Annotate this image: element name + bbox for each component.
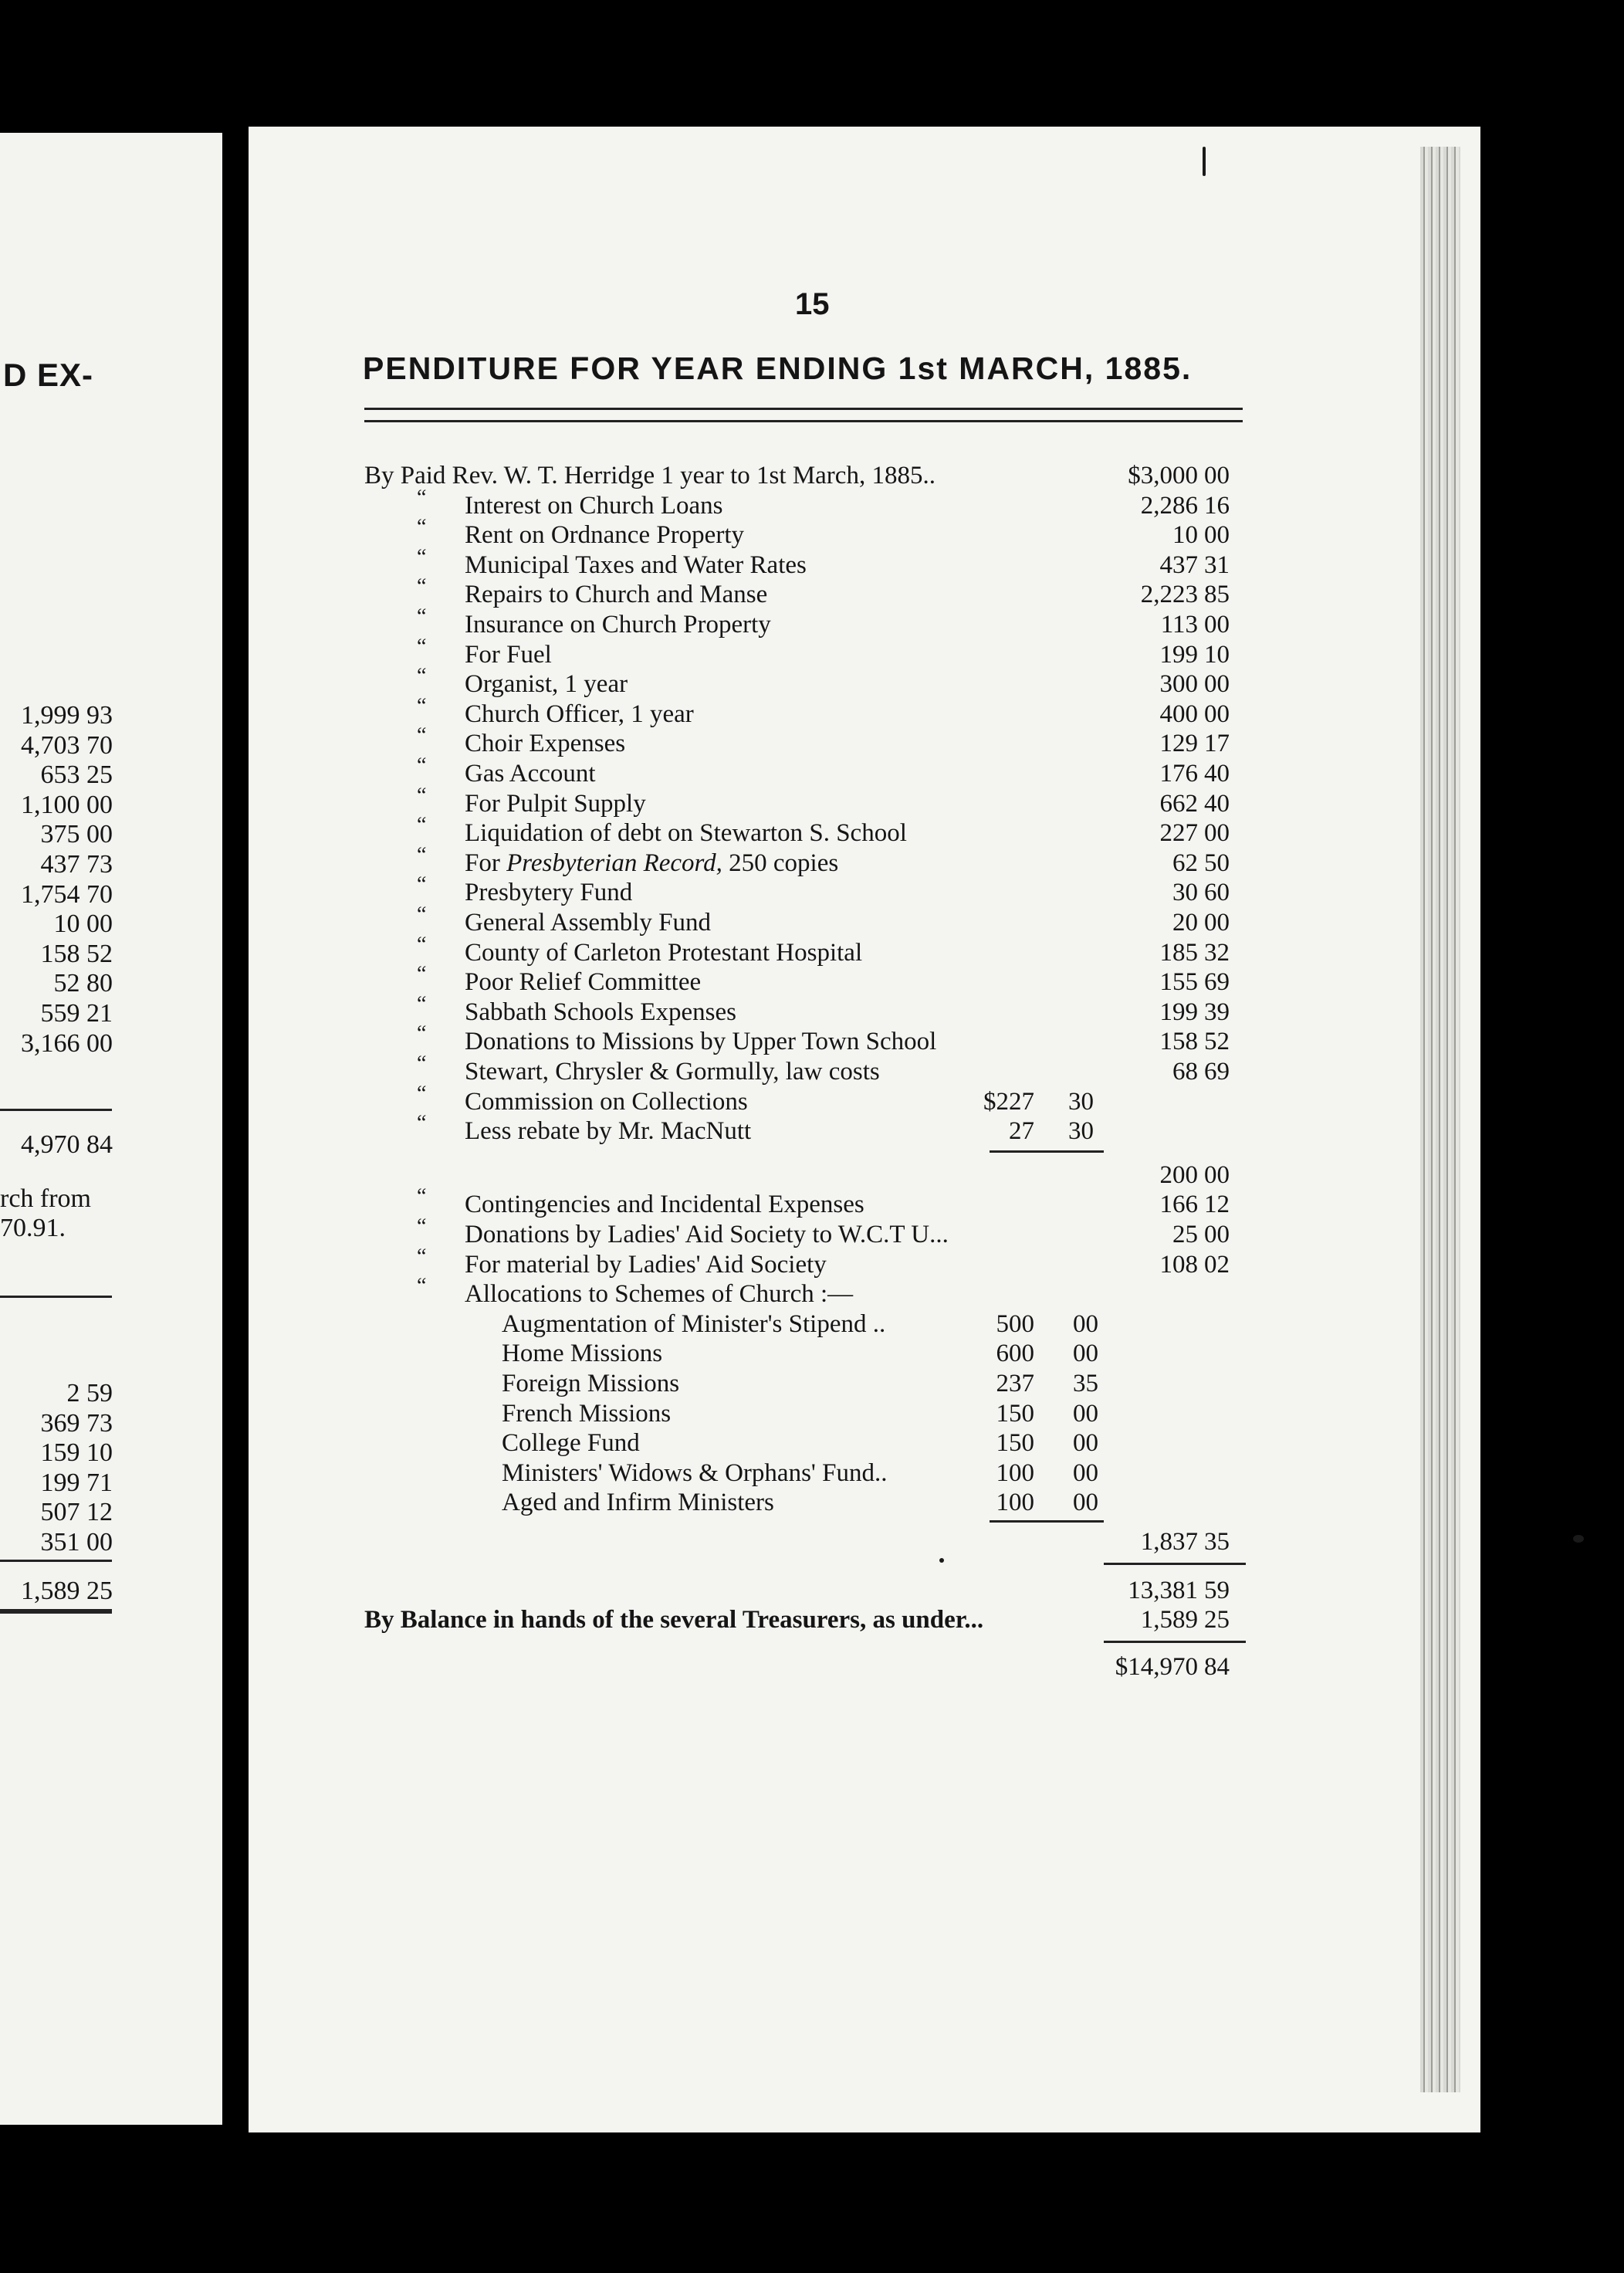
amount-dollars: 155 xyxy=(1159,968,1198,997)
ditto-mark: “ xyxy=(417,1274,427,1299)
left-page-amount: 1,999 93 xyxy=(21,701,113,730)
ledger-row xyxy=(364,991,1244,1028)
row-label-italic: Presbyterian Record, xyxy=(506,849,722,877)
left-page-amount: 158 52 xyxy=(40,939,113,968)
row-label: Contingencies and Incidental Expenses xyxy=(465,1191,864,1219)
row-label: Commission on Collections xyxy=(465,1087,748,1116)
left-page-amount: 351 00 xyxy=(40,1528,113,1557)
row-label: Insurance on Church Property xyxy=(465,611,771,639)
amount-dollars: 129 xyxy=(1159,730,1198,758)
amount-dollars: 68 xyxy=(1172,1058,1198,1086)
row-label: By Balance in hands of the several Treasurers, as under... xyxy=(364,1606,984,1634)
row-label: Presbytery Fund xyxy=(465,879,633,907)
amount-dollars: 600 xyxy=(996,1340,1034,1368)
ditto-mark: “ xyxy=(417,1214,427,1238)
amount-cents: 00 xyxy=(1204,670,1230,699)
amount-dollars: 227 xyxy=(1159,819,1198,848)
amount-cents: 25 xyxy=(1204,1606,1230,1634)
row-label: Choir Expenses xyxy=(465,730,626,758)
amount-cents: 69 xyxy=(1204,968,1230,997)
scan-speck xyxy=(1573,1535,1584,1543)
allocation-row xyxy=(364,1458,1244,1489)
amount-cents: 31 xyxy=(1204,550,1230,579)
ditto-mark: “ xyxy=(417,991,427,1016)
page-edges xyxy=(1420,147,1460,2092)
total-rule xyxy=(1104,1641,1246,1643)
row-label: Stewart, Chrysler & Gormully, law costs xyxy=(465,1058,880,1086)
ledger-row xyxy=(364,485,1244,521)
amount-dollars: 185 xyxy=(1159,938,1198,967)
amount-cents: 00 xyxy=(1073,1458,1098,1487)
ditto-mark: “ xyxy=(417,634,427,659)
ditto-mark: “ xyxy=(417,1244,427,1269)
amount-dollars: 30 xyxy=(1172,879,1198,907)
ditto-mark: “ xyxy=(417,1081,427,1106)
left-page-total-2: 1,589 25 xyxy=(21,1577,113,1605)
amount-dollars: 108 xyxy=(1159,1250,1198,1279)
left-page-amount: 1,754 70 xyxy=(21,879,113,909)
amount-cents: 40 xyxy=(1204,760,1230,788)
ditto-mark: “ xyxy=(417,783,427,808)
row-label-part: For xyxy=(465,849,507,877)
ledger-row xyxy=(364,872,1244,908)
left-page-amount: 4,703 70 xyxy=(21,730,113,760)
row-label: Municipal Taxes and Water Rates xyxy=(465,550,807,579)
allocations-heading xyxy=(364,1274,1244,1309)
ledger-row xyxy=(364,962,1244,998)
left-page-note-line-2: 70.91. xyxy=(0,1214,66,1242)
ditto-mark: “ xyxy=(417,962,427,987)
ledger-row xyxy=(364,634,1244,670)
amount-dollars: 1,589 xyxy=(1140,1606,1198,1634)
row-label: Rent on Ordnance Property xyxy=(465,521,744,550)
amount-cents: 00 xyxy=(1073,1340,1098,1368)
amount-dollars: 2,223 xyxy=(1140,581,1198,609)
amount-dollars: $3,000 xyxy=(1128,462,1198,489)
ditto-mark: “ xyxy=(417,1052,427,1076)
ledger-row xyxy=(364,754,1244,789)
amount-dollars: 166 xyxy=(1159,1191,1198,1219)
amount-cents: 00 xyxy=(1204,909,1230,937)
amount-cents: 30 xyxy=(1068,1117,1094,1146)
ledger-row xyxy=(364,664,1244,700)
ledger-row xyxy=(364,723,1244,759)
row-label: Organist, 1 year xyxy=(465,670,628,699)
left-page-amount: 437 73 xyxy=(40,850,113,879)
title-rule-top xyxy=(364,408,1243,410)
left-page-amount: 369 73 xyxy=(40,1408,113,1438)
commission-net-row xyxy=(364,1160,1244,1191)
left-page-note-line-1: rch from xyxy=(0,1184,92,1213)
amount-cents: 00 xyxy=(1204,1160,1230,1189)
amount-cents: 00 xyxy=(1073,1309,1098,1338)
allocation-row xyxy=(364,1487,1244,1518)
amount-dollars: 437 xyxy=(1159,550,1198,579)
amount-cents: 50 xyxy=(1204,849,1230,877)
row-label: Sabbath Schools Expenses xyxy=(465,998,736,1026)
row-label: Poor Relief Committee xyxy=(465,968,702,997)
amount-cents: 59 xyxy=(1204,1576,1230,1604)
row-label: Home Missions xyxy=(502,1340,663,1368)
ledger-row xyxy=(364,903,1244,938)
sub-rule xyxy=(990,1520,1104,1523)
left-page-amount: 199 71 xyxy=(40,1468,113,1497)
ditto-mark: “ xyxy=(417,1111,427,1136)
ditto-mark: “ xyxy=(417,872,427,897)
allocations-total-row xyxy=(364,1526,1244,1557)
ditto-mark: “ xyxy=(417,903,427,926)
total-rule xyxy=(1104,1563,1246,1565)
row-label: Interest on Church Loans xyxy=(465,491,723,520)
ditto-mark: “ xyxy=(417,574,427,599)
row-label: Less rebate by Mr. MacNutt xyxy=(465,1117,752,1146)
amount-cents: 69 xyxy=(1204,1058,1230,1086)
left-page-rule-2 xyxy=(0,1296,112,1298)
row-label: General Assembly Fund xyxy=(465,909,711,937)
grand-total-row xyxy=(364,1651,1244,1682)
amount-dollars: 113 xyxy=(1160,611,1198,639)
scan-speck xyxy=(1203,147,1206,176)
left-page-total: 4,970 84 xyxy=(21,1130,113,1159)
left-page-amount: 1,100 00 xyxy=(21,790,113,819)
row-label: For material by Ladies' Aid Society xyxy=(465,1250,827,1279)
allocation-row xyxy=(364,1398,1244,1429)
ditto-mark: “ xyxy=(417,813,427,838)
amount-dollars: 158 xyxy=(1159,1028,1198,1056)
row-label: Gas Account xyxy=(465,760,596,788)
row-label: County of Carleton Protestant Hospital xyxy=(465,938,863,967)
amount-dollars: 400 xyxy=(1159,700,1198,728)
left-page-amount: 653 25 xyxy=(40,760,113,790)
amount-cents: 30 xyxy=(1068,1087,1094,1116)
amount-cents: 00 xyxy=(1204,462,1230,489)
ledger-row xyxy=(364,1244,1244,1280)
row-label: French Missions xyxy=(502,1399,672,1428)
row-label: College Fund xyxy=(502,1429,640,1458)
amount-dollars: 237 xyxy=(996,1370,1034,1397)
ditto-mark: “ xyxy=(417,1184,427,1209)
ledger-row xyxy=(364,813,1244,849)
ledger-row xyxy=(364,693,1244,730)
amount-dollars: 200 xyxy=(1159,1160,1198,1189)
allocation-row xyxy=(364,1309,1244,1340)
row-label: Allocations to Schemes of Church :— xyxy=(465,1280,854,1309)
amount-dollars: 662 xyxy=(1159,789,1198,818)
amount-cents: 00 xyxy=(1204,700,1230,728)
left-page-heading: D EX- xyxy=(3,357,94,393)
ditto-mark: “ xyxy=(417,605,427,628)
amount-dollars: 1,837 xyxy=(1140,1528,1198,1556)
ledger-row xyxy=(364,1021,1244,1057)
row-label: Church Officer, 1 year xyxy=(465,700,694,728)
row-label: Repairs to Church and Manse xyxy=(465,581,768,609)
amount-cents: 84 xyxy=(1204,1652,1230,1681)
subtotal-row xyxy=(364,1575,1244,1606)
amount-cents: 02 xyxy=(1204,1250,1230,1279)
commission-row xyxy=(364,1081,1244,1117)
ledger-row xyxy=(364,1184,1244,1220)
amount-cents: 60 xyxy=(1204,879,1230,907)
amount-dollars: 25 xyxy=(1172,1221,1198,1248)
rebate-row xyxy=(364,1111,1244,1147)
amount-cents: 35 xyxy=(1204,1528,1230,1556)
left-page-amount: 559 21 xyxy=(40,999,113,1028)
page-number: 15 xyxy=(795,287,830,321)
amount-dollars: 20 xyxy=(1172,909,1198,937)
amount-cents: 35 xyxy=(1073,1370,1098,1397)
row-label: Foreign Missions xyxy=(502,1370,680,1397)
left-page-rule xyxy=(0,1109,112,1111)
ledger-row xyxy=(364,574,1244,610)
ledger-row xyxy=(364,515,1244,550)
amount-cents: 00 xyxy=(1073,1399,1098,1428)
amount-dollars: 100 xyxy=(996,1458,1034,1487)
ledger-row xyxy=(364,460,1244,491)
amount-dollars: 176 xyxy=(1159,760,1198,788)
amount-cents: 00 xyxy=(1204,521,1230,550)
amount-cents: 40 xyxy=(1204,789,1230,818)
amount-dollars: 62 xyxy=(1172,849,1198,877)
amount-cents: 00 xyxy=(1204,611,1230,639)
scan-speck xyxy=(939,1558,944,1563)
row-label: Liquidation of debt on Stewarton S. School xyxy=(465,819,907,848)
row-label: By Paid Rev. W. T. Herridge 1 year to 1st March, 1885.. xyxy=(364,462,935,489)
left-page-rule-3 xyxy=(0,1560,112,1562)
amount-cents: 52 xyxy=(1204,1028,1230,1056)
amount-dollars: 150 xyxy=(996,1399,1034,1428)
left-page-amount: 3,166 00 xyxy=(21,1028,113,1058)
amount-dollars: $227 xyxy=(983,1087,1034,1116)
amount-cents: 17 xyxy=(1204,730,1230,758)
ledger-row xyxy=(364,544,1244,581)
amount-cents: 12 xyxy=(1204,1191,1230,1219)
amount-cents: 85 xyxy=(1204,581,1230,609)
amount-dollars: 13,381 xyxy=(1128,1576,1198,1604)
amount-cents: 00 xyxy=(1204,1221,1230,1248)
amount-dollars: 199 xyxy=(1159,640,1198,669)
ditto-mark: “ xyxy=(417,693,427,718)
amount-cents: 00 xyxy=(1073,1429,1098,1458)
row-label xyxy=(465,848,838,879)
page-title: PENDITURE FOR YEAR ENDING 1st MARCH, 1885. xyxy=(363,351,1193,386)
amount-dollars: 100 xyxy=(996,1489,1034,1517)
amount-cents: 00 xyxy=(1073,1489,1098,1517)
amount-dollars: 10 xyxy=(1172,521,1198,550)
ledger-row xyxy=(364,932,1244,968)
amount-cents: 16 xyxy=(1204,491,1230,520)
row-label: Donations to Missions by Upper Town School xyxy=(465,1028,937,1056)
row-label: For Fuel xyxy=(465,640,552,669)
left-page-amount: 507 12 xyxy=(40,1498,113,1527)
amount-cents: 32 xyxy=(1204,938,1230,967)
ditto-mark: “ xyxy=(417,544,427,569)
ledger-row xyxy=(364,1052,1244,1087)
left-page-amount: 2 59 xyxy=(66,1379,113,1407)
amount-dollars: 2,286 xyxy=(1140,491,1198,520)
left-page xyxy=(0,133,222,2125)
row-label: Ministers' Widows & Orphans' Fund.. xyxy=(502,1458,888,1487)
amount-dollars: 150 xyxy=(996,1429,1034,1458)
ditto-mark: “ xyxy=(417,842,427,867)
row-label: Donations by Ladies' Aid Society to W.C.T U... xyxy=(465,1221,949,1248)
balance-row xyxy=(364,1604,1244,1635)
left-page-amount: 375 00 xyxy=(40,820,113,849)
left-page-double-rule xyxy=(0,1609,112,1614)
amount-dollars: 199 xyxy=(1159,998,1198,1026)
left-page-amount: 159 10 xyxy=(40,1438,113,1468)
amount-dollars: 27 xyxy=(1009,1117,1034,1146)
ditto-mark: “ xyxy=(417,723,427,748)
allocation-row xyxy=(364,1428,1244,1458)
ledger-row xyxy=(364,605,1244,640)
title-rule-bottom xyxy=(364,420,1243,422)
allocation-row xyxy=(364,1338,1244,1369)
amount-dollars: 500 xyxy=(996,1309,1034,1338)
ledger-row xyxy=(364,783,1244,819)
allocation-row xyxy=(364,1368,1244,1399)
amount-cents: 10 xyxy=(1204,640,1230,669)
row-label: For Pulpit Supply xyxy=(465,789,646,818)
ledger-row xyxy=(364,842,1244,879)
ditto-mark: “ xyxy=(417,485,427,510)
ditto-mark: “ xyxy=(417,932,427,957)
ledger-row xyxy=(364,1214,1244,1250)
left-page-amount: 10 00 xyxy=(53,910,113,939)
row-label: Augmentation of Minister's Stipend .. xyxy=(502,1309,886,1338)
ditto-mark: “ xyxy=(417,1021,427,1046)
amount-dollars: 300 xyxy=(1159,670,1198,699)
sub-rule xyxy=(990,1150,1104,1153)
left-page-amount: 52 80 xyxy=(53,969,113,998)
row-label-part: 250 copies xyxy=(722,849,839,877)
amount-cents: 39 xyxy=(1204,998,1230,1026)
amount-dollars: $14,970 xyxy=(1115,1652,1198,1681)
amount-cents: 00 xyxy=(1204,819,1230,848)
ditto-mark: “ xyxy=(417,664,427,689)
ditto-mark: “ xyxy=(417,754,427,777)
ditto-mark: “ xyxy=(417,515,427,540)
row-label: Aged and Infirm Ministers xyxy=(502,1489,774,1517)
